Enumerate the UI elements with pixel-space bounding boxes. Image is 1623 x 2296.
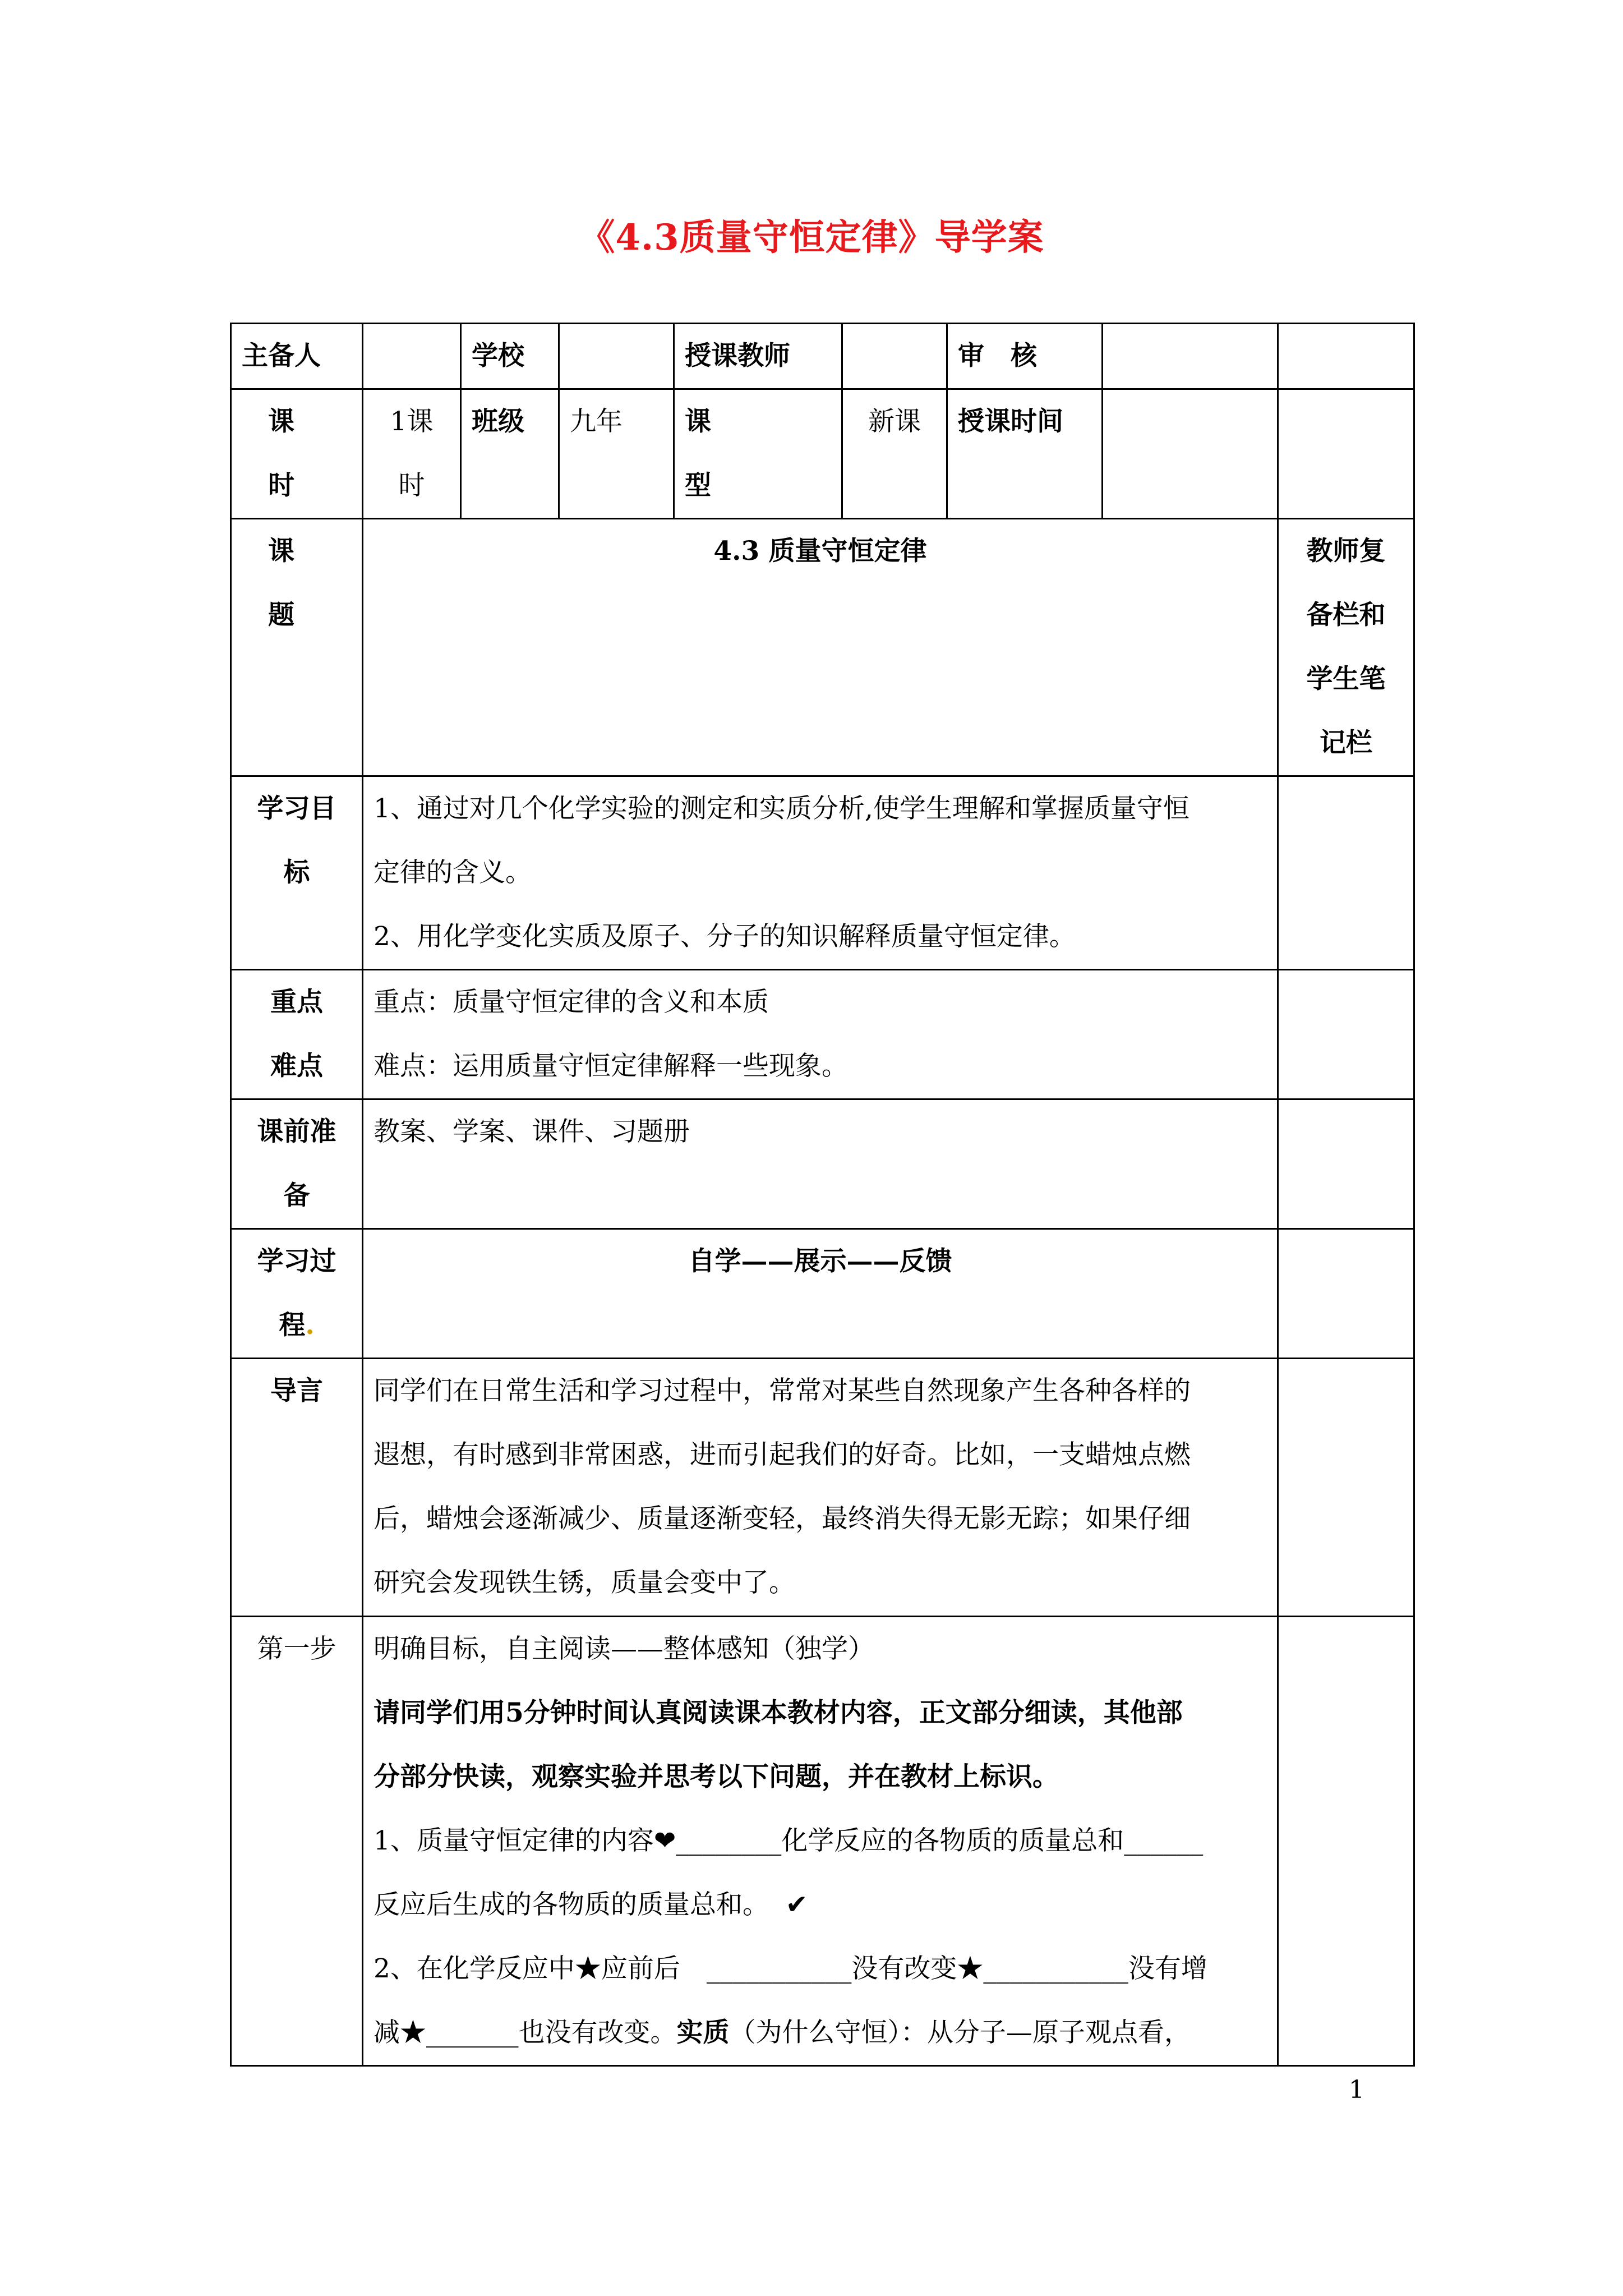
topic-label: 课题 [231,519,363,776]
grade-label: 班级 [461,389,559,519]
class-hours-value-line2: 时 [398,470,425,501]
goals-content: 1、通过对几个化学实验的测定和实质分析,使学生理解和掌握质量守恒 定律的含义。 2、用化学变化实质及原子、分子的知识解释质量守恒定律。 [363,776,1278,970]
process-label: 学习过 程. [231,1229,363,1359]
preparation-notes [1278,1099,1414,1229]
school-label: 学校 [461,324,559,389]
preparation-label: 课前准 备 [231,1099,363,1229]
teacher-label: 授课教师 [674,324,842,389]
teacher-value [842,324,947,389]
class-hours-value-line1: 1课 [390,406,434,437]
preparation-row [231,1099,1414,1229]
school-value [559,324,674,389]
introduction-notes [1278,1359,1414,1617]
class-hours-value [363,389,461,519]
introduction-content: 同学们在日常生活和学习过程中，常常对某些自然现象产生各种各样的 遐想，有时感到非常困惑，进而引起我们的好奇。比如，一支蜡烛点燃 后，蜡烛会逐渐减少、质量逐渐变轻，最终消失得无影无踪；如果仔细 研究会发现铁生锈，质量会变中了。 [363,1359,1278,1617]
process-row [231,1229,1414,1359]
key-points-notes [1278,970,1414,1099]
header-row-2 [231,389,1414,519]
lesson-plan-table [230,323,1415,2067]
question-1-line-1: 1、质量守恒定律的内容❤________化学反应的各物质的质量总和______ [374,1825,1204,1856]
key-points-label: 重点 难点 [231,970,363,1099]
lesson-time-extra [1278,389,1414,519]
review-extra [1278,324,1414,389]
grade-value: 九年 [559,389,674,519]
introduction-label: 导言 [231,1359,363,1617]
key-points-content: 重点：质量守恒定律的含义和本质 难点：运用质量守恒定律解释一些现象。 [363,970,1278,1099]
lesson-time-value [1103,389,1278,519]
zhubeiren-value [363,324,461,389]
notes-column-header: 教师复 备栏和 学生笔 记栏 [1278,519,1414,776]
preparation-content: 教案、学案、课件、习题册 [363,1099,1278,1229]
key-points-row [231,970,1414,1099]
step-one-row [231,1617,1414,2066]
question-2-line-2: 减★_______也没有改变。实质（为什么守恒）：从分子—原子观点看， [374,2017,1191,2048]
review-value [1103,324,1278,389]
question-1-line-2: 反应后生成的各物质的质量总和。 ✔ [374,1889,808,1920]
step-one-notes [1278,1617,1414,2066]
page-number: 1 [1349,2076,1364,2104]
process-content: 自学——展示——反馈 [363,1229,1278,1359]
class-hours-label: 课时 [231,389,363,519]
zhubeiren-label: 主备人 [231,324,363,389]
lesson-type-label: 课型 [674,389,842,519]
topic-row [231,519,1414,776]
step-one-content: 明确目标，自主阅读——整体感知（独学） 请同学们用5分钟时间认真阅读课本教材内容，正文部分细读，其他部 分部分快读，观察实验并思考以下问题，并在教材上标识。 1、质量守恒定律的内容❤________化学反应的各物质的质量总和______ 反应后生成的各物质的质量总和。 ✔ 2、在化学反应中★应前后 ___________没有改变★___________没有增 减★_______也没有改变。实质（为什么守恒）：从分子—原子观点看， [363,1617,1278,2066]
review-label: 审 核 [947,324,1103,389]
goals-notes [1278,776,1414,970]
topic-value: 4.3 质量守恒定律 [363,519,1278,776]
introduction-row [231,1359,1414,1617]
goals-row [231,776,1414,970]
step-one-heading: 明确目标，自主阅读——整体感知（独学） [374,1634,874,1664]
question-2-line-1: 2、在化学反应中★应前后 ___________没有改变★___________没有增 [374,1953,1207,1984]
lesson-time-label: 授课时间 [947,389,1103,519]
check-icon: ✔ [785,1889,808,1920]
header-row-1 [231,324,1414,389]
lesson-type-value: 新课 [842,389,947,519]
process-notes [1278,1229,1414,1359]
page-title: 《4.3质量守恒定律》导学案 [579,217,1044,259]
step-one-label: 第一步 [231,1617,363,2066]
goals-label: 学习目 标 [231,776,363,970]
